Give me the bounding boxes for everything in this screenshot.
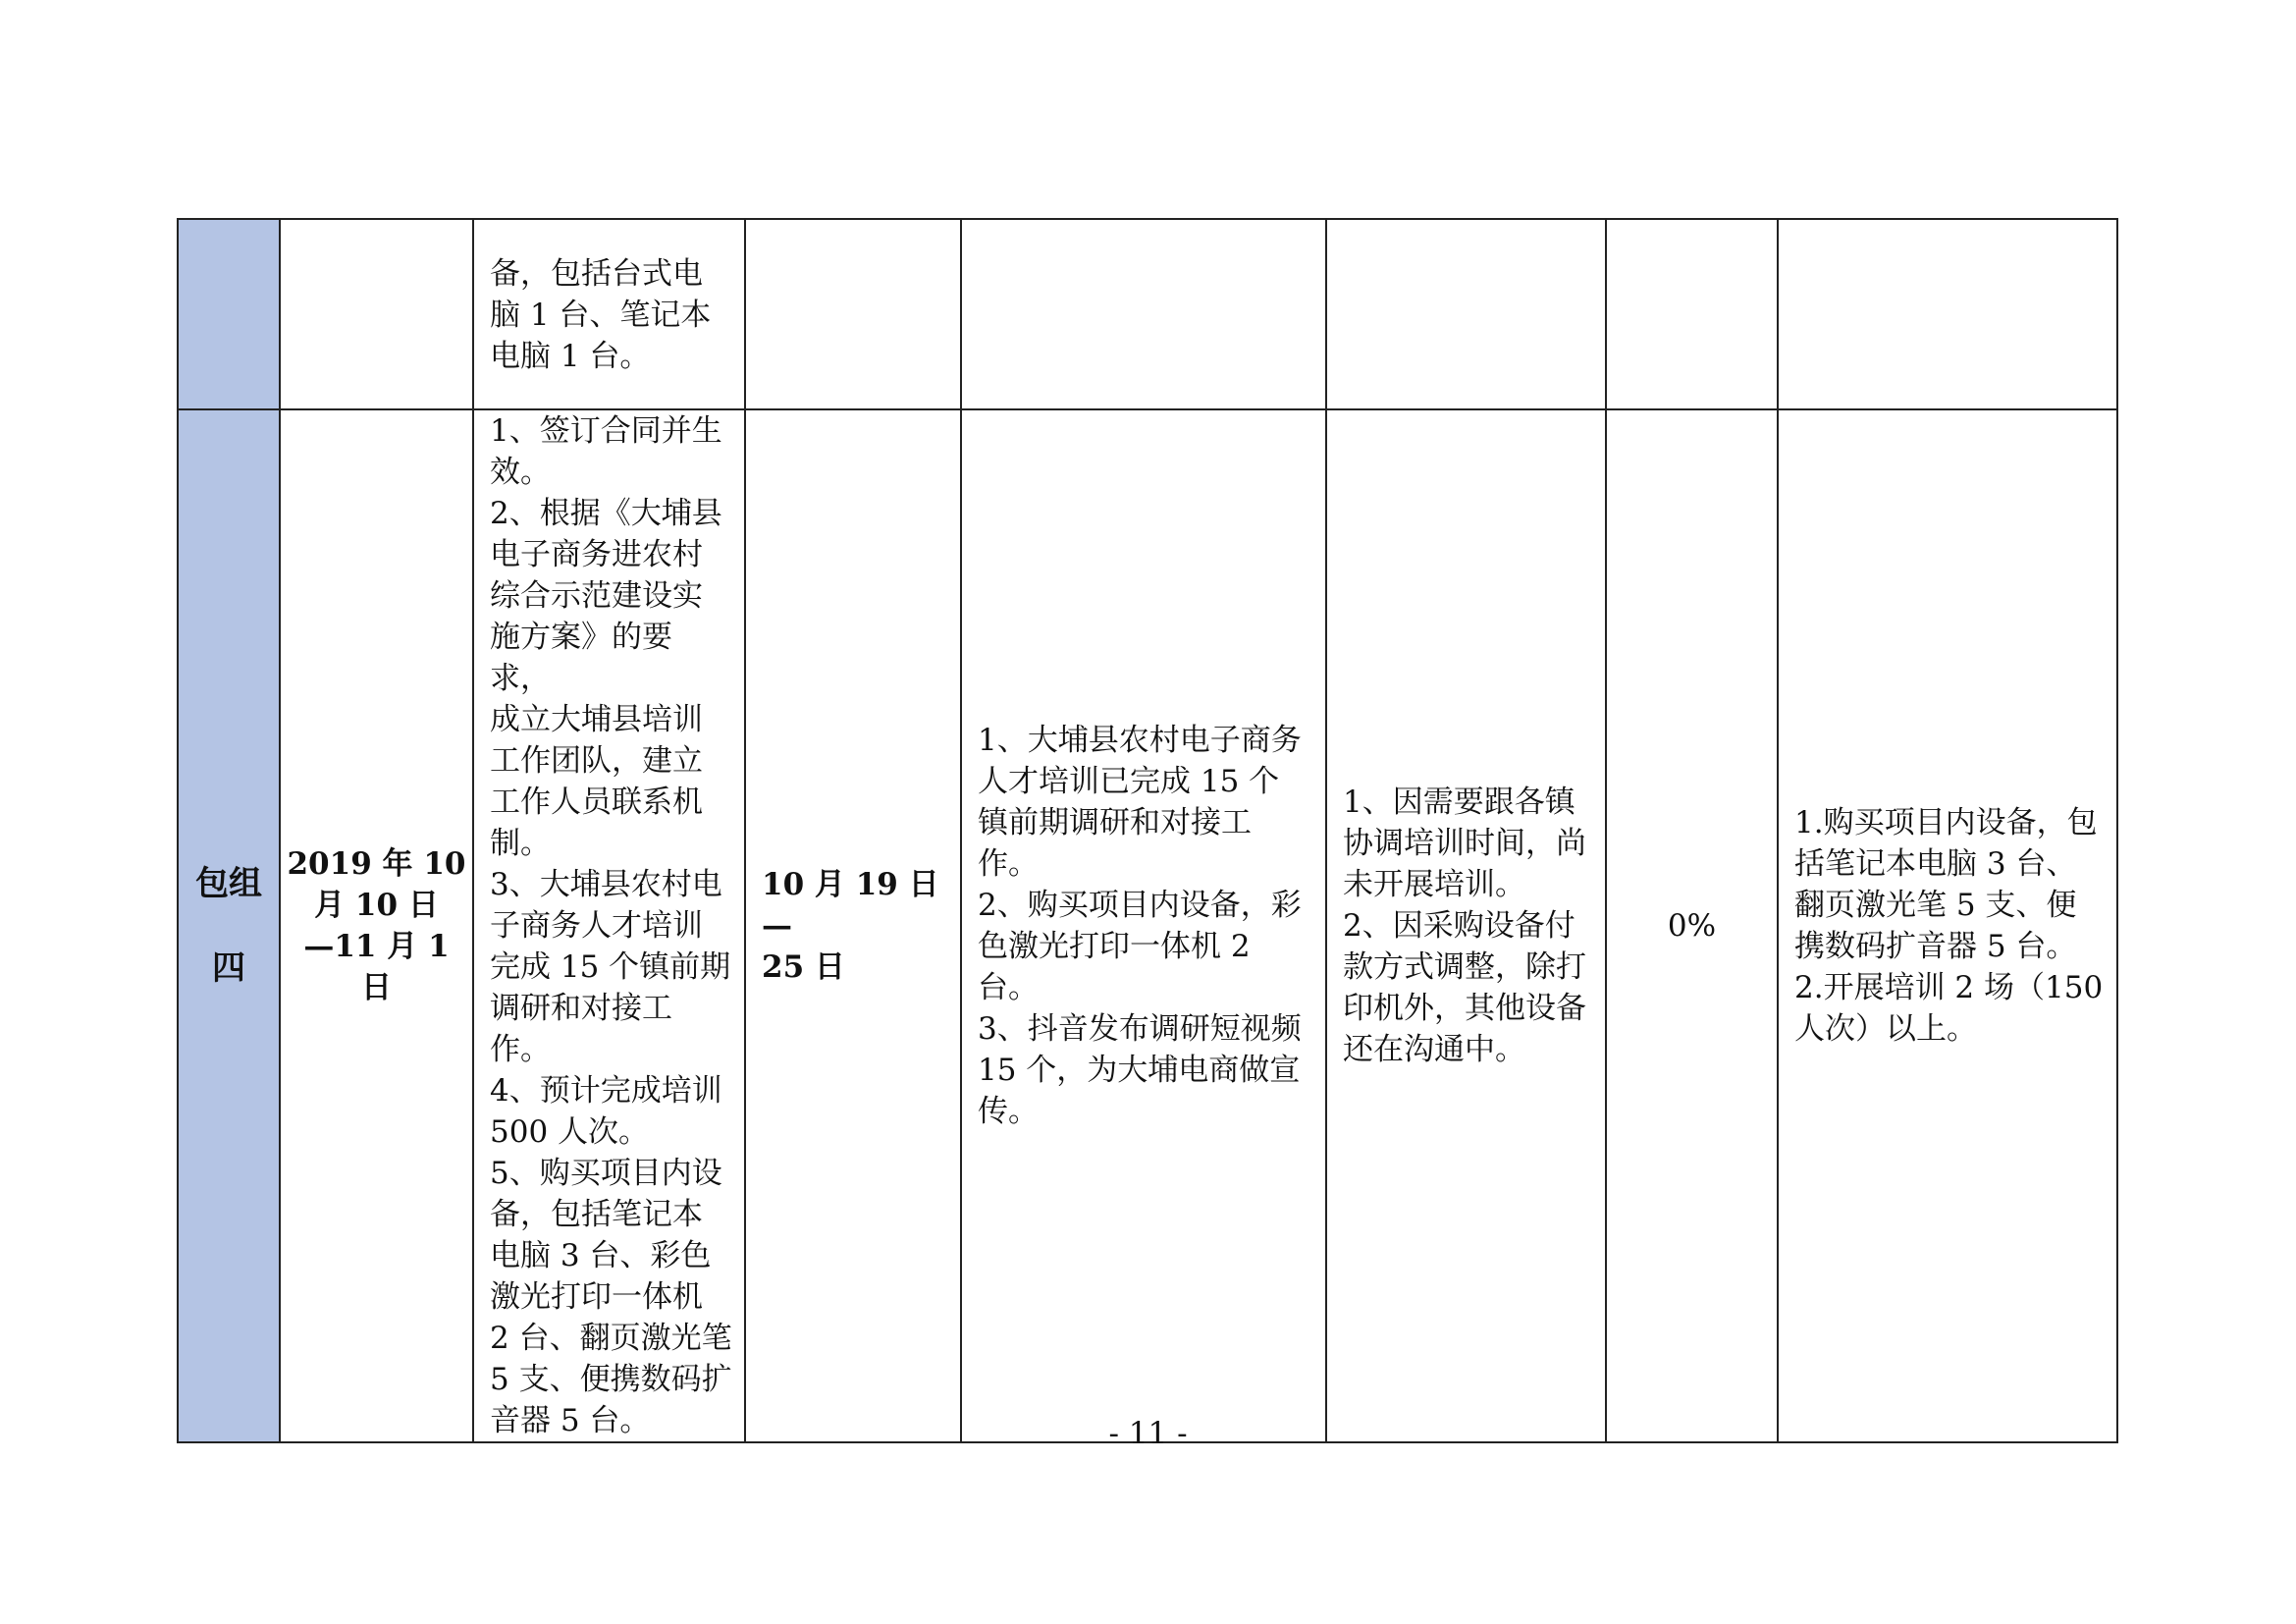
week-progress-line: 3、抖音发布调研短视频	[978, 1011, 1302, 1047]
next-plan-line: 翻页激光笔 5 支、便	[1794, 888, 2077, 923]
period-line: —11 月 1	[303, 929, 450, 964]
next-plan-line: 人次）以上。	[1794, 1011, 1977, 1047]
task-line: 音器 5 台。	[490, 1403, 651, 1438]
task-line: 500 人次。	[490, 1114, 650, 1150]
task-line: 效。	[490, 455, 551, 490]
period-line: 2019 年 10	[287, 846, 466, 882]
progress-cell	[745, 219, 961, 409]
issue-line: 协调培训时间，尚	[1343, 826, 1586, 861]
issue-line: 还在沟通中。	[1343, 1032, 1525, 1067]
week-progress-line: 台。	[978, 970, 1039, 1005]
table-row	[178, 409, 2117, 1442]
percent-cell	[1606, 409, 1778, 1442]
task-line: 脑 1 台、笔记本	[490, 298, 712, 333]
task-line: 工作人员联系机	[490, 785, 703, 820]
week-progress-line: 镇前期调研和对接工	[978, 805, 1252, 840]
task-line: 激光打印一体机	[490, 1279, 703, 1315]
group-cell	[178, 409, 280, 1442]
group-cell	[178, 219, 280, 409]
task-line: 2 台、翻页激光笔	[490, 1321, 732, 1356]
issue-cell	[1326, 219, 1606, 409]
period-cell	[280, 409, 473, 1442]
next-cell	[1778, 219, 2117, 409]
issue-line: 1、因需要跟各镇	[1343, 785, 1575, 820]
percent-value: 0%	[1667, 908, 1717, 944]
next-plan-line: 1.购买项目内设备，包	[1794, 805, 2098, 840]
task-line: 完成 15 个镇前期	[490, 949, 731, 985]
task-line: 5、购买项目内设	[490, 1156, 722, 1191]
week-progress-line: 色激光打印一体机 2	[978, 929, 1251, 964]
task-line: 电脑 3 台、彩色	[490, 1238, 712, 1273]
task-line: 成立大埔县培训	[490, 702, 703, 737]
task-line: 制。	[490, 826, 551, 861]
week-cell	[961, 409, 1326, 1442]
task-line: 5 支、便携数码扩	[490, 1362, 732, 1397]
week-progress-line: 2、购买项目内设备，彩	[978, 888, 1302, 923]
group-label: 四	[212, 948, 245, 988]
next-plan-line: 携数码扩音器 5 台。	[1794, 929, 2077, 964]
task-line: 电子商务进农村	[490, 537, 703, 572]
next-plan-line: 2.开展培训 2 场（150	[1794, 970, 2104, 1005]
issue-line: 2、因采购设备付	[1343, 908, 1575, 944]
progress-table	[177, 218, 2118, 1443]
task-line: 备，包括笔记本	[490, 1197, 703, 1232]
next-cell	[1778, 409, 2117, 1442]
task-line: 4、预计完成培训	[490, 1073, 722, 1109]
task-cell	[473, 219, 745, 409]
issue-line: 款方式调整，除打	[1343, 949, 1586, 985]
progress-line: 25 日	[762, 949, 845, 985]
week-progress-line: 1、大埔县农村电子商务	[978, 723, 1302, 758]
task-line: 电脑 1 台。	[490, 339, 651, 374]
page-number: - 11 -	[1108, 1416, 1188, 1451]
period-line: 日	[361, 970, 392, 1005]
task-line: 3、大埔县农村电	[490, 867, 722, 902]
table-row	[178, 219, 2117, 409]
issue-line: 印机外，其他设备	[1343, 991, 1586, 1026]
group-label: 包组	[195, 864, 262, 903]
task-line: 工作团队，建立	[490, 743, 703, 779]
period-line: 月 10 日	[314, 888, 439, 923]
issue-cell	[1326, 409, 1606, 1442]
percent-cell	[1606, 219, 1778, 409]
progress-cell	[745, 409, 961, 1442]
task-line: 施方案》的要求，	[490, 620, 672, 696]
week-progress-line: 人才培训已完成 15 个	[978, 764, 1280, 799]
task-line: 综合示范建设实	[490, 578, 703, 614]
task-line: 调研和对接工	[490, 991, 672, 1026]
task-line: 子商务人才培训	[490, 908, 703, 944]
period-cell	[280, 219, 473, 409]
issue-line: 未开展培训。	[1343, 867, 1525, 902]
task-line: 作。	[490, 1032, 551, 1067]
week-progress-line: 15 个，为大埔电商做宣	[978, 1053, 1301, 1088]
week-progress-line: 传。	[978, 1094, 1039, 1129]
week-cell	[961, 219, 1326, 409]
next-plan-line: 括笔记本电脑 3 台、	[1794, 846, 2077, 882]
task-line: 1、签订合同并生	[490, 413, 722, 449]
task-cell	[473, 409, 745, 1442]
week-progress-line: 作。	[978, 846, 1039, 882]
task-line: 2、根据《大埔县	[490, 496, 722, 531]
task-line: 备，包括台式电	[490, 256, 703, 292]
progress-line: 10 月 19 日—	[762, 867, 939, 944]
